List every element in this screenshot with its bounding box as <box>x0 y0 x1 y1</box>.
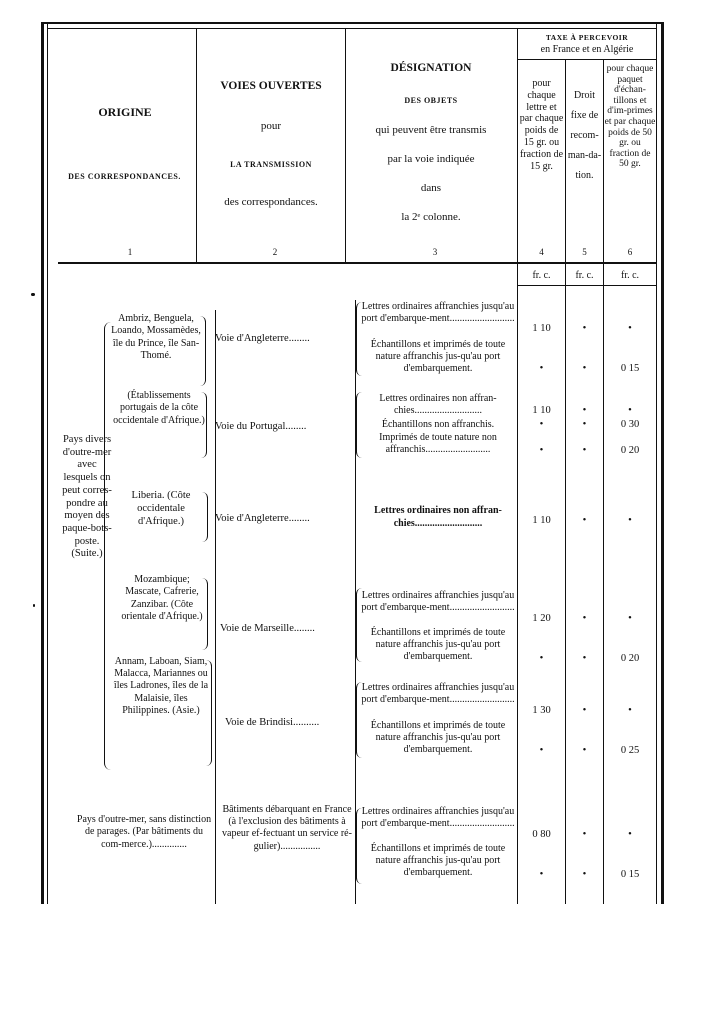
body-divider-col4 <box>517 290 518 904</box>
row1-item1-c5: • <box>582 419 587 430</box>
row3-item1-c6: 0 20 <box>620 653 640 664</box>
group-label: Pays divers d'outre-mer avec lesquels on peut corres-pondre au moyen des paque-bots-poste. (Suite.) <box>62 434 112 560</box>
row2-item0-c6: • <box>628 515 632 526</box>
row2-voie: Voie d'Angleterre........ <box>215 513 310 524</box>
row4-item0-c4: 1 30 <box>532 705 551 716</box>
group-brace <box>104 322 111 770</box>
body-divider-col5 <box>565 290 566 904</box>
header-taxe-subtitle: en France et en Algérie <box>540 44 634 55</box>
row1-item0-c6: • <box>628 405 632 416</box>
row3-origin: Mozambique; Mascate, Cafrerie, Zanzibar. (Côte orientale d'Afrique.) <box>121 574 203 622</box>
row0-item0-c6: • <box>628 323 632 334</box>
row0-origin-brace <box>200 316 206 386</box>
row2-origin: Liberia. (Côte occidentale d'Afrique.) <box>131 490 191 527</box>
header-designation-line3: qui peuvent être transmis <box>375 124 487 136</box>
divider-col3-col4 <box>517 28 518 290</box>
row3-item0-c6: • <box>628 613 632 624</box>
frame-left-thin <box>47 22 48 904</box>
row0-item0-c4: 1 10 <box>532 323 551 334</box>
divider-col4-col5 <box>565 60 566 290</box>
row4-origin-brace <box>206 660 212 766</box>
header-voies-title: VOIES OUVERTES <box>220 80 322 92</box>
row5-item1-c4: • <box>539 869 544 880</box>
row0-item0-text: Lettres ordinaires affranchies jusqu'au port d'embarque-ment.......................... <box>361 301 515 325</box>
header-taxe-title: TAXE À PERCEVOIR <box>545 33 629 42</box>
header-col4-text: pour chaque lettre et par chaque poids de 15 gr. ou fraction de 15 gr. <box>519 78 564 172</box>
header-col5-number: 5 <box>582 247 587 257</box>
row3-item0-text: Lettres ordinaires affranchies jusqu'au port d'embarque-ment.......................... <box>361 590 515 614</box>
row0-item0-c5: • <box>582 323 587 334</box>
header-origine-subtitle: DES CORRESPONDANCES. <box>68 172 181 181</box>
unit-col4: fr. c. <box>532 270 551 281</box>
row5-item0-c5: • <box>582 829 587 840</box>
header-col3-number: 3 <box>432 247 438 257</box>
row3-voie: Voie de Marseille........ <box>220 623 315 634</box>
row3-item0-c5: • <box>582 613 587 624</box>
unit-col5: fr. c. <box>575 270 594 281</box>
row4-item1-c4: • <box>539 745 544 756</box>
row0-voie: Voie d'Angleterre........ <box>215 333 310 344</box>
row4-item1-c5: • <box>582 745 587 756</box>
row1-origin-brace <box>201 392 207 458</box>
row4-item0-text: Lettres ordinaires affranchies jusqu'au port d'embarque-ment.......................... <box>361 682 515 706</box>
row3-origin-brace <box>202 578 208 650</box>
header-bottom-rule <box>58 262 656 264</box>
row3-item1-text: Échantillons et imprimés de toute nature affranchis jus-qu'au port d'embarquement. <box>370 627 506 663</box>
header-designation-line5: dans <box>420 182 442 194</box>
row5-item0-c4: 0 80 <box>532 829 551 840</box>
row5-item1-text: Échantillons et imprimés de toute nature affranchis jus-qu'au port d'embarquement. <box>370 843 506 879</box>
row2-item0-c4: 1 10 <box>532 515 551 526</box>
header-col5-text: Droit fixe de recom-man-da-tion. <box>567 90 602 181</box>
row3-item1-c5: • <box>582 653 587 664</box>
row1-item2-c5: • <box>582 445 587 456</box>
row1-item2-c4: • <box>539 445 544 456</box>
row1-item0-c4: 1 10 <box>532 405 551 416</box>
margin-speck <box>33 604 35 607</box>
row1-item2-c6: 0 20 <box>620 445 640 456</box>
header-designation-title: DÉSIGNATION <box>390 62 472 74</box>
row4-origin: Annam, Laboan, Siam, Malacca, Mariannes ou îles Ladrones, îles de la Malaisie, îles Philippines. (Asie.) <box>113 656 209 716</box>
frame-top-inner <box>47 28 657 29</box>
row1-item1-c6: 0 30 <box>620 419 640 430</box>
row4-item0-c6: • <box>628 705 632 716</box>
row5-item1-c6: 0 15 <box>620 869 640 880</box>
header-voies-line3: LA TRANSMISSION <box>230 160 312 169</box>
header-col1-number: 1 <box>127 247 133 257</box>
row1-origin: (Établissements portugais de la côte occidentale d'Afrique.) <box>113 390 205 426</box>
taxe-underline <box>517 59 657 60</box>
row0-item1-c6: 0 15 <box>620 363 640 374</box>
row2-item0-text: Lettres ordinaires non affran-chies........................... <box>374 505 502 529</box>
frame-left-thick <box>41 22 44 904</box>
row3-item0-c4: 1 20 <box>532 613 551 624</box>
divider-col2-col3 <box>345 28 346 264</box>
row1-item0-text: Lettres ordinaires non affran-chies........................... <box>379 393 497 417</box>
row2-origin-brace <box>202 492 208 542</box>
row5-item1-c5: • <box>582 869 587 880</box>
row2-item0-c5: • <box>582 515 587 526</box>
body-divider-col6 <box>603 290 604 904</box>
body-divider-col2 <box>215 310 216 904</box>
header-designation-line6: la 2ᵉ colonne. <box>401 211 461 223</box>
row5-voie: Bâtiments débarquant en France (à l'exclusion des bâtiments à vapeur ef-fectuant un service ré-gulier)................ <box>222 804 352 852</box>
row1-item0-c5: • <box>582 405 587 416</box>
header-origine-title: ORIGINE <box>98 105 152 119</box>
row1-item2-text: Imprimés de toute nature non affranchis.......................... <box>379 432 497 456</box>
unit-col6: fr. c. <box>620 270 640 281</box>
header-designation-line2: DES OBJETS <box>404 96 458 105</box>
header-col4-number: 4 <box>539 247 544 257</box>
header-col6-text: pour chaque paquet d'échan-tillons et d'im-primes et par chaque poids de 50 gr. ou fraction de 50 gr. <box>604 64 656 170</box>
row4-item1-c6: 0 25 <box>620 745 640 756</box>
row0-item1-c4: • <box>539 363 544 374</box>
row4-item1-text: Échantillons et imprimés de toute nature affranchis jus-qu'au port d'embarquement. <box>370 720 506 756</box>
row3-item1-c4: • <box>539 653 544 664</box>
frame-right-thin <box>656 22 657 904</box>
row1-item1-c4: • <box>539 419 544 430</box>
row0-item1-text: Échantillons et imprimés de toute nature affranchis jus-qu'au port d'embarquement. <box>370 339 506 375</box>
row1-voie: Voie du Portugal........ <box>215 421 307 432</box>
row4-item0-c5: • <box>582 705 587 716</box>
header-col6-number: 6 <box>627 247 633 257</box>
row0-origin: Ambriz, Benguela, Loando, Mossamèdes, île du Prince, île San-Thomé. <box>111 313 201 361</box>
header-voies-line4: des correspondances. <box>224 196 318 208</box>
header-designation-line4: par la voie indiquée <box>387 153 475 165</box>
row1-item1-text: Échantillons non affranchis. <box>381 419 495 430</box>
frame-top <box>41 22 664 24</box>
header-col2-number: 2 <box>272 247 278 257</box>
row4-voie: Voie de Brindisi.......... <box>225 717 320 728</box>
divider-col1-col2 <box>196 28 197 264</box>
row5-item0-text: Lettres ordinaires affranchies jusqu'au port d'embarque-ment.......................... <box>361 806 515 830</box>
margin-speck <box>31 293 35 296</box>
row5-item0-c6: • <box>628 829 632 840</box>
row5-origin: Pays d'outre-mer, sans distinction de parages. (Par bâtiments du com-merce.).............. <box>76 814 212 850</box>
header-voies-line2: pour <box>260 120 282 132</box>
row0-item1-c5: • <box>582 363 587 374</box>
unit-row-rule <box>517 285 657 286</box>
frame-right-thick <box>661 22 664 904</box>
